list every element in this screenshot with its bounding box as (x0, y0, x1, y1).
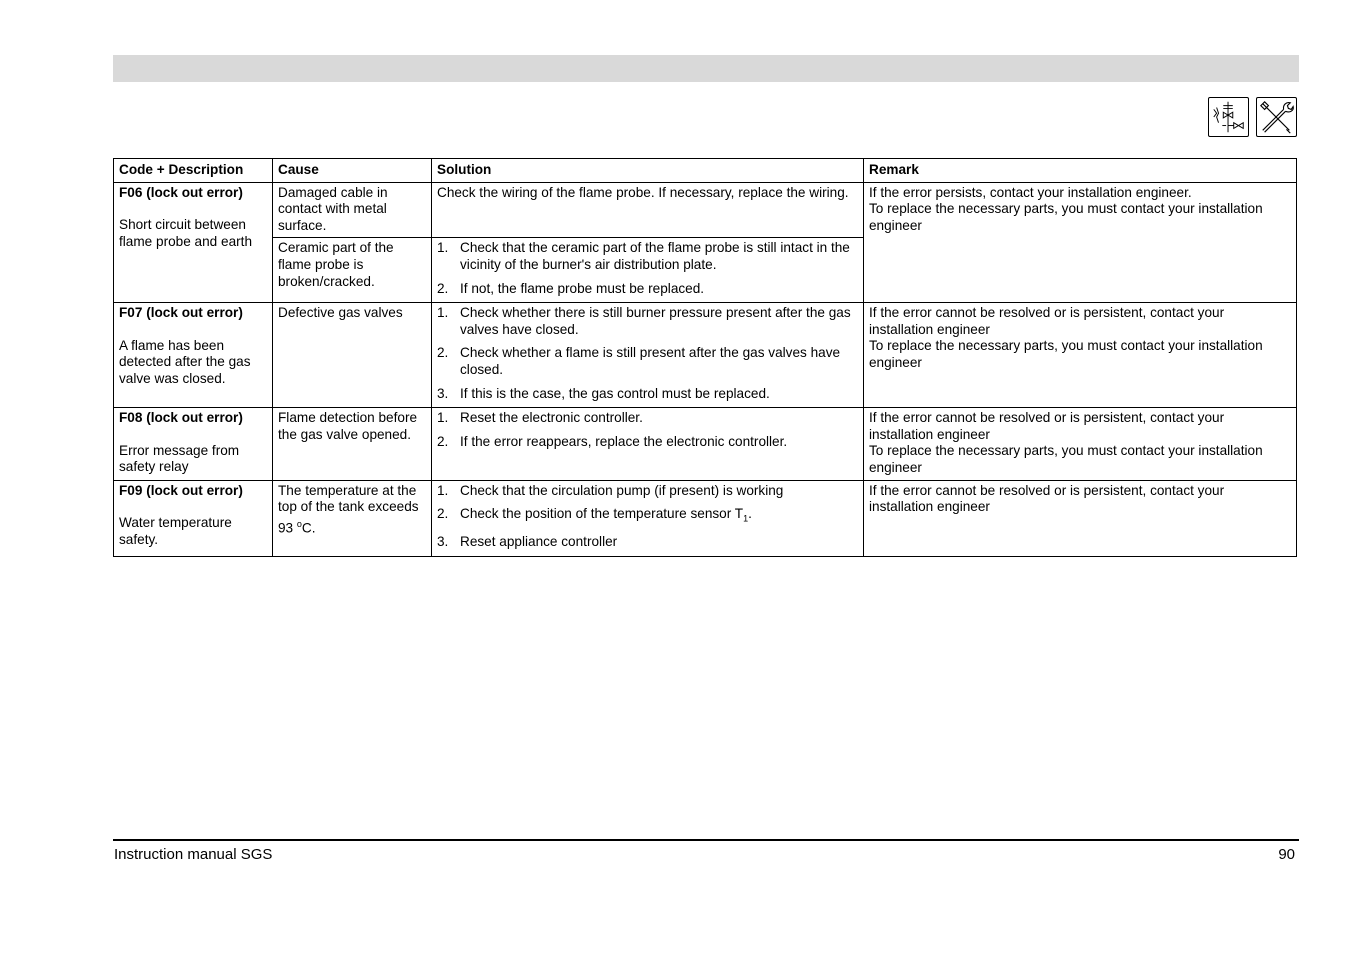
solution-cell (432, 303, 864, 408)
remark-cell (864, 480, 1297, 557)
error-description: A flame has been detected after the gas valve was closed. (119, 337, 251, 386)
solution-step: 3. Reset appliance controller (437, 534, 618, 550)
table-header-row (114, 159, 1297, 183)
solution-step: 1. Check that the ceramic part of the flame probe is still intact in the vicinity of the burner's air distribution plate. (437, 240, 850, 272)
solution-cell (432, 408, 864, 480)
table-row (114, 303, 1297, 408)
solution-cell (432, 480, 864, 557)
header-bar (113, 55, 1299, 82)
page-number: 90 (1278, 846, 1295, 863)
solution-cell: Check the wiring of the flame probe. If necessary, replace the wiring. (432, 182, 864, 238)
remark-line: If the error cannot be resolved or is persistent, contact your installation engineer (869, 410, 1225, 442)
solution-step: 2. Check whether a flame is still present after the gas valves have closed. (437, 345, 841, 377)
cause-cell: The temperature at the top of the tank exceeds 93 $^o$C. (273, 480, 432, 557)
table-row (114, 408, 1297, 480)
error-description: Water temperature safety. (119, 515, 232, 547)
footer-title: Instruction manual SGS (114, 846, 273, 863)
header-solution: Solution (432, 159, 864, 183)
remark-line: If the error cannot be resolved or is persistent, contact your installation engineer (869, 482, 1225, 515)
remark-line: To replace the necessary parts, you must contact your installation engineer (869, 201, 1263, 233)
code-cell (114, 408, 273, 480)
error-description: Short circuit between flame probe and earth (119, 217, 253, 249)
error-description: Error message from safety relay (119, 442, 240, 475)
error-code: F06 (lock out error) (119, 184, 243, 200)
remark-cell (864, 408, 1297, 480)
code-cell (114, 303, 273, 408)
cause-cell: Damaged cable in contact with metal surface. (273, 182, 432, 238)
header-code: Code + Description (114, 159, 273, 183)
cause-cell: Ceramic part of the flame probe is broken/cracked. (273, 238, 432, 303)
error-code: F09 (lock out error) (119, 482, 243, 498)
remark-cell (864, 303, 1297, 408)
solution-step: 2. If the error reappears, replace the electronic controller. (437, 433, 788, 449)
solution-step: 1. Check whether there is still burner pressure present after the gas valves have closed. (437, 305, 851, 337)
solution-step: 2. Check the position of the temperature sensor $T_1$. (437, 506, 752, 524)
header-cause: Cause (273, 159, 432, 183)
solution-cell (432, 238, 864, 303)
header-remark: Remark (864, 159, 1297, 183)
valve-schematic-icon (1208, 97, 1249, 137)
code-cell (114, 480, 273, 557)
cause-cell: Defective gas valves (273, 303, 432, 408)
solution-step: 1. Check that the circulation pump (if present) is working (437, 482, 784, 498)
tools-icon (1256, 97, 1297, 137)
solution-step: 2. If not, the flame probe must be replaced. (437, 280, 705, 296)
code-cell (114, 182, 273, 303)
error-code: F08 (lock out error) (119, 410, 243, 426)
remark-line: To replace the necessary parts, you must contact your installation engineer (869, 338, 1263, 370)
remark-line: If the error cannot be resolved or is persistent, contact your installation engineer (869, 305, 1225, 337)
table-row (114, 480, 1297, 557)
error-code: F07 (lock out error) (119, 305, 243, 321)
error-table (113, 158, 1297, 557)
remark-line: To replace the necessary parts, you must contact your installation engineer (869, 443, 1263, 475)
footer-divider (113, 839, 1299, 841)
cause-cell: Flame detection before the gas valve opened. (273, 408, 432, 480)
solution-step: 3. If this is the case, the gas control must be replaced. (437, 385, 770, 401)
solution-step: 1. Reset the electronic controller. (437, 410, 643, 426)
remark-cell (864, 182, 1297, 303)
remark-line: If the error persists, contact your installation engineer. (869, 184, 1192, 200)
table-row (114, 182, 1297, 238)
